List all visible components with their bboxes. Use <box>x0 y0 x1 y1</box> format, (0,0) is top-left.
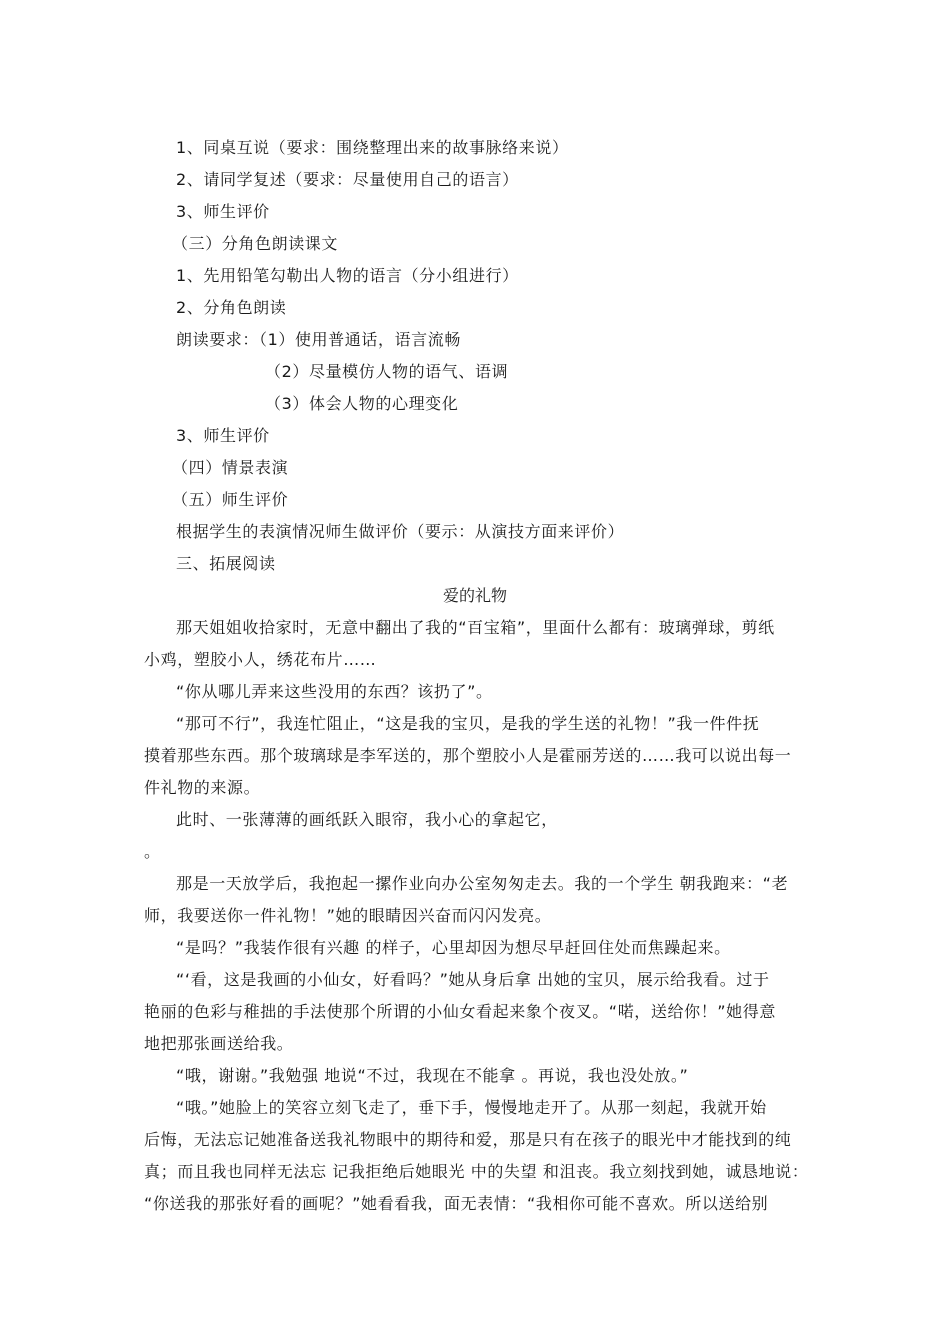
story-line: 。 <box>144 842 161 861</box>
text-line: 朗读要求：（1）使用普通话，语言流畅 <box>176 330 461 349</box>
story-line: 摸着那些东西。那个玻璃球是李军送的，那个塑胶小人是霍丽芳送的……我可以说出每一 <box>144 746 792 765</box>
story-line: “哦。”她脸上的笑容立刻飞走了，垂下手，慢慢地走开了。从那一刻起，我就开始 <box>176 1098 767 1117</box>
story-line: 后悔，无法忘记她准备送我礼物眼中的期待和爱，那是只有在孩子的眼光中才能找到的纯 <box>144 1130 792 1149</box>
text-line: 1、同桌互说（要求：围绕整理出来的故事脉络来说） <box>176 138 569 157</box>
section-heading: 三、拓展阅读 <box>176 554 276 573</box>
text-line: （2）尽量模仿人物的语气、语调 <box>265 362 509 381</box>
story-line: “你从哪儿弄来这些没用的东西？该扔了”。 <box>176 682 493 701</box>
section-heading: （三）分角色朗读课文 <box>172 234 339 253</box>
story-line: 小鸡，塑胶小人，绣花布片…… <box>144 650 377 669</box>
story-line: “哦，谢谢。”我勉强 地说“不过，我现在不能拿 。再说，我也没处放。” <box>176 1066 689 1085</box>
story-line: 那天姐姐收拾家时，无意中翻出了我的“百宝箱”，里面什么都有：玻璃弹球，剪纸 <box>176 618 775 637</box>
section-heading: （五）师生评价 <box>172 490 289 509</box>
text-line: 1、先用铅笔勾勒出人物的语言（分小组进行） <box>176 266 519 285</box>
text-line: 2、请同学复述（要求：尽量使用自己的语言） <box>176 170 519 189</box>
text-line: 3、师生评价 <box>176 426 270 445</box>
story-line: 艳丽的色彩与稚拙的手法使那个所谓的小仙女看起来象个夜叉。“喏，送给你！”她得意 <box>144 1002 776 1021</box>
story-title: 爱的礼物 <box>442 586 507 605</box>
text-line: 2、分角色朗读 <box>176 298 287 317</box>
story-line: 真；而且我也同样无法忘 记我拒绝后她眼光 中的失望 和沮丧。我立刻找到她，诚恳地说： <box>144 1162 809 1181</box>
story-line: “你送我的那张好看的画呢？”她看看我，面无表情：“我相你可能不喜欢。所以送给别 <box>144 1194 769 1213</box>
story-line: 那是一天放学后，我抱起一摞作业向办公室匆匆走去。我的一个学生 朝我跑来：“老 <box>176 874 789 893</box>
story-line: 师，我要送你一件礼物！”她的眼睛因兴奋而闪闪发亮。 <box>144 906 552 925</box>
text-line: （3）体会人物的心理变化 <box>265 394 459 413</box>
story-line: “是吗？”我装作很有兴趣 的样子，心里却因为想尽早赶回住处而焦躁起来。 <box>176 938 731 957</box>
section-heading: （四）情景表演 <box>172 458 289 477</box>
story-line: 件礼物的来源。 <box>144 778 261 797</box>
story-line: 此时、一张薄薄的画纸跃入眼帘，我小心的拿起它， <box>176 810 558 829</box>
text-line: 根据学生的表演情况师生做评价（要示：从演技方面来评价） <box>176 522 625 541</box>
story-line: 地把那张画送给我。 <box>144 1034 294 1053</box>
story-line: “‘看，这是我画的小仙女，好看吗？”她从身后拿 出她的宝贝，展示给我看。过于 <box>176 970 770 989</box>
story-line: “那可不行”，我连忙阻止，“这是我的宝贝，是我的学生送的礼物！”我一件件抚 <box>176 714 760 733</box>
text-line: 3、师生评价 <box>176 202 270 221</box>
